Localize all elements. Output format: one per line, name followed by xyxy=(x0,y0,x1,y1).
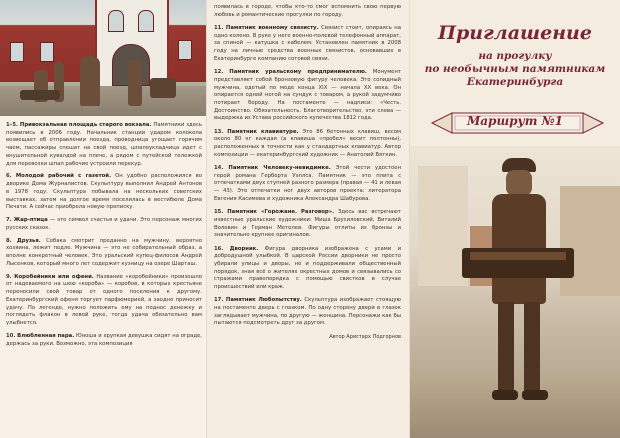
left-column xyxy=(0,0,206,438)
cover-subtitle xyxy=(410,50,620,89)
entry-16: 16. Дворник. Фигура дворника изображена с усами и добродушной улыбкой. В царской России дворники не просто убирали улицы и дворы, но и поддерживали общественный порядок, зная всё о жителях окрестных домов и связывались со стражами правопорядка с помощью свистков в случае происшествий или краж. xyxy=(214,245,402,291)
cover-column xyxy=(410,0,620,438)
entry-17: 17. Памятник Любопытству. Скульптура изображает стоящую на постаменте дверь с глазком. По одну сторону двери в глазок заглядывает мужчина, по другую — женщина. Персонажи как бы пытаются подсмотреть друг за другом. xyxy=(214,297,401,327)
entry-6: 6. Молодой рабочий с газетой. Он удобно расположился во дворике Дома Журналистов. Скульптуру выполнил Андрей Антонов в 1978 году. Скульптура побывала на нескольких советских выставках, затем на долгое время поселилась в вестибюле Дома Печати. А сейчас приобрела новую прописку. xyxy=(6,173,202,211)
route-label: Маршрут №1 xyxy=(467,114,563,128)
entries-left xyxy=(6,122,202,353)
entry-1-5: 1–5. Привокзальная площадь старого вокзала. Памятники здесь появились в 2006 году. Начальник станции ударом колокола возвещает об отправлении поезда, проводница угощает горячим чаем, пассажиры спешат на свой поезд, шпалоукладчица идет с внушительной кувалдой на плече, а рядом с путейской тележкой для перевозки шпал рабочие устроили перекур. xyxy=(6,122,202,167)
entry-8: 8. Друзья. Собака смотрит преданно на мужчину, вероятно хозяина, лежит подле. Мужчина — это не собирательный образ, а вполне конкретный человек. Это уральский купец-филосов Андрей Лысенков, который много лет содержит кузницу на озере Шарташ. xyxy=(6,237,203,267)
entry-14: 14. Памятник Человеку-невидимке. Этой чести удостоен герой романа Герберта Уэллса. Памятник — это плита с отпечатками двух ступней разного размера (правая — 41 и левая — 43). Это отпечатки ног двух авторов проекта: литератора Евгения Касимова и художника Александра Шабурова. xyxy=(214,165,402,202)
cover-title: Приглашение xyxy=(438,22,592,44)
entry-9: 9. Коробейники или офени. Название «коробейники» произошло от надеваемого на шею «короба» — коробов, в которых крестьяне переносили свой товар от одного поселения к другому. Екатеринбургский офеня торгует парфюмерией, а заодно приносит удачу. По легенде, нужно положить ему на поднос денежку и поглядеть флакон в левой руке, тогда удача обязательно вам улыбнется. xyxy=(6,273,202,326)
subtitle-line-1: на прогулку xyxy=(478,50,552,62)
entry-13: 13. Памятник клавиатуре. Это 86 бетонных клавиш, весом около 80 кг каждая (а клавиша «пробел» весит полтонны), расположенных в точности как у стандартных клавиатур. Автор композиции — екатеринбургский художник — Анатолий Вяткин. xyxy=(214,128,401,158)
author-credit: Автор Аристарх Подгорнов xyxy=(329,333,401,340)
entry-11: 11. Памятник военному связисту. Связист стоит, опираясь на одно колено. В руке у него военно-полевой телефонный аппарат, за спиной — катушка с кабелем. Установлен памятник в 2008 году на личные средства военных связистов, основавших в Екатеринбурге компанию сотовой связи. xyxy=(214,25,402,62)
entry-10-continued: появилась в городе, чтобы кто-то смог вспомнить свою первую любовь и романтические прогулки по городу. xyxy=(214,4,401,18)
station-square-photo xyxy=(0,0,206,116)
entry-12: 12. Памятник уральскому предпринимателю. Монумент представляет собой бронзовую фигуру человека. Это солидный мужчина, одетый по моде конца XIX — начала XX века. Он опирается одной ногой на сундук с товаром, а рукой задумчиво потирает бороду. На постаменте — надписи: «Честь. Достоинство. Обязательность. Благотворительство, эти слова — выдержка из Устава российского купечества 1812 года. xyxy=(214,69,401,122)
entry-10: 10. Влюбленная пара. Юноша и хрупкая девушка сидят на ограде, держась за руки. Возможно, эта композиция xyxy=(6,332,202,347)
janitor-statue-photo xyxy=(410,146,620,438)
entry-7: 7. Жар-птица — это символ счастья и удачи. Это персонаж многих русских сказок. xyxy=(6,217,203,231)
subtitle-line-3: Екатеринбурга xyxy=(466,76,564,88)
middle-column xyxy=(206,0,410,438)
entry-15: 15. Памятник «Горожане. Разговор». Здесь вас встречают известные уральские художники: Миша Брусиловский, Виталий Воловин и Герман Метелев. Фигуры отлиты из бронзы и значительно крупнее оригиналов. xyxy=(214,209,401,239)
subtitle-line-2: по необычным памятникам xyxy=(424,63,606,75)
